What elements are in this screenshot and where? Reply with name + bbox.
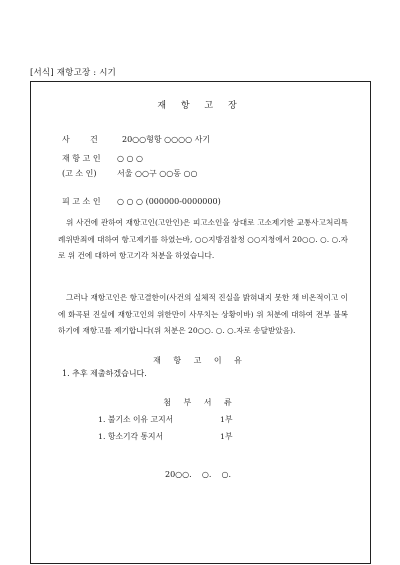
attachments-title: 첨 부 서 류 <box>163 398 237 407</box>
case-value: 20○○형항 ○○○○ 사기 <box>122 135 211 144</box>
attachment-count: 1부 <box>220 415 233 424</box>
document-title: 재 항 고 장 <box>157 101 243 111</box>
appellant-row <box>62 153 143 164</box>
form-label: [서식] 재항고장 : 시기 <box>30 68 117 78</box>
document-date: 20○○. ○. ○. <box>165 470 232 479</box>
appellant-label: 재 항 고 인 <box>62 154 101 163</box>
attachment-item <box>98 431 233 442</box>
defendant-value: ○ ○ ○ (000000-0000000) <box>117 197 221 206</box>
case-row <box>62 134 210 145</box>
appellant-address-row <box>62 168 197 179</box>
appellant-address-label: (고 소 인) <box>62 169 97 178</box>
attachment-name: 1. 불기소 이유 고지서 <box>98 415 174 424</box>
case-label-2: 건 <box>90 135 98 144</box>
paragraph-1: 위 사건에 관하여 재항고인(고안인)은 피고소인을 상대로 고소제기한 교통사고처리특례위반죄에 대하여 항고제기를 하였는바, ○○지방검찰청 ○○지청에서 20○○. ○. ○.자로 위 건에 대하여 항고기각 처분을 하였습니다. <box>58 218 348 260</box>
attachment-name: 1. 항소기각 통지서 <box>98 432 164 441</box>
attachment-item <box>98 414 233 425</box>
reasons-text: 1. 추후 제출하겠습니다. <box>62 369 147 378</box>
defendant-label: 피 고 소 인 <box>62 197 101 206</box>
defendant-row <box>62 196 221 207</box>
reasons-title: 재 항 고 이 유 <box>153 356 247 365</box>
appellant-address: 서울 ○○구 ○○동 ○○ <box>117 169 198 178</box>
paragraph-2: 그러나 재항고인은 항고결한이(사건의 실체적 진실을 밝혀내지 못한 채 비온적이고 이에 화곡된 진실에 재항고인의 위한만이 사무치는 상황이바) 위 처분에 대하여 전부 불복하기에 재항고를 제기합니다(위 처분은 20○○. ○. ○.자로 송달받았음). <box>58 293 348 335</box>
attachment-count: 1부 <box>220 432 233 441</box>
appellant-name: ○ ○ ○ <box>117 154 144 163</box>
case-label-1: 사 <box>62 135 70 144</box>
